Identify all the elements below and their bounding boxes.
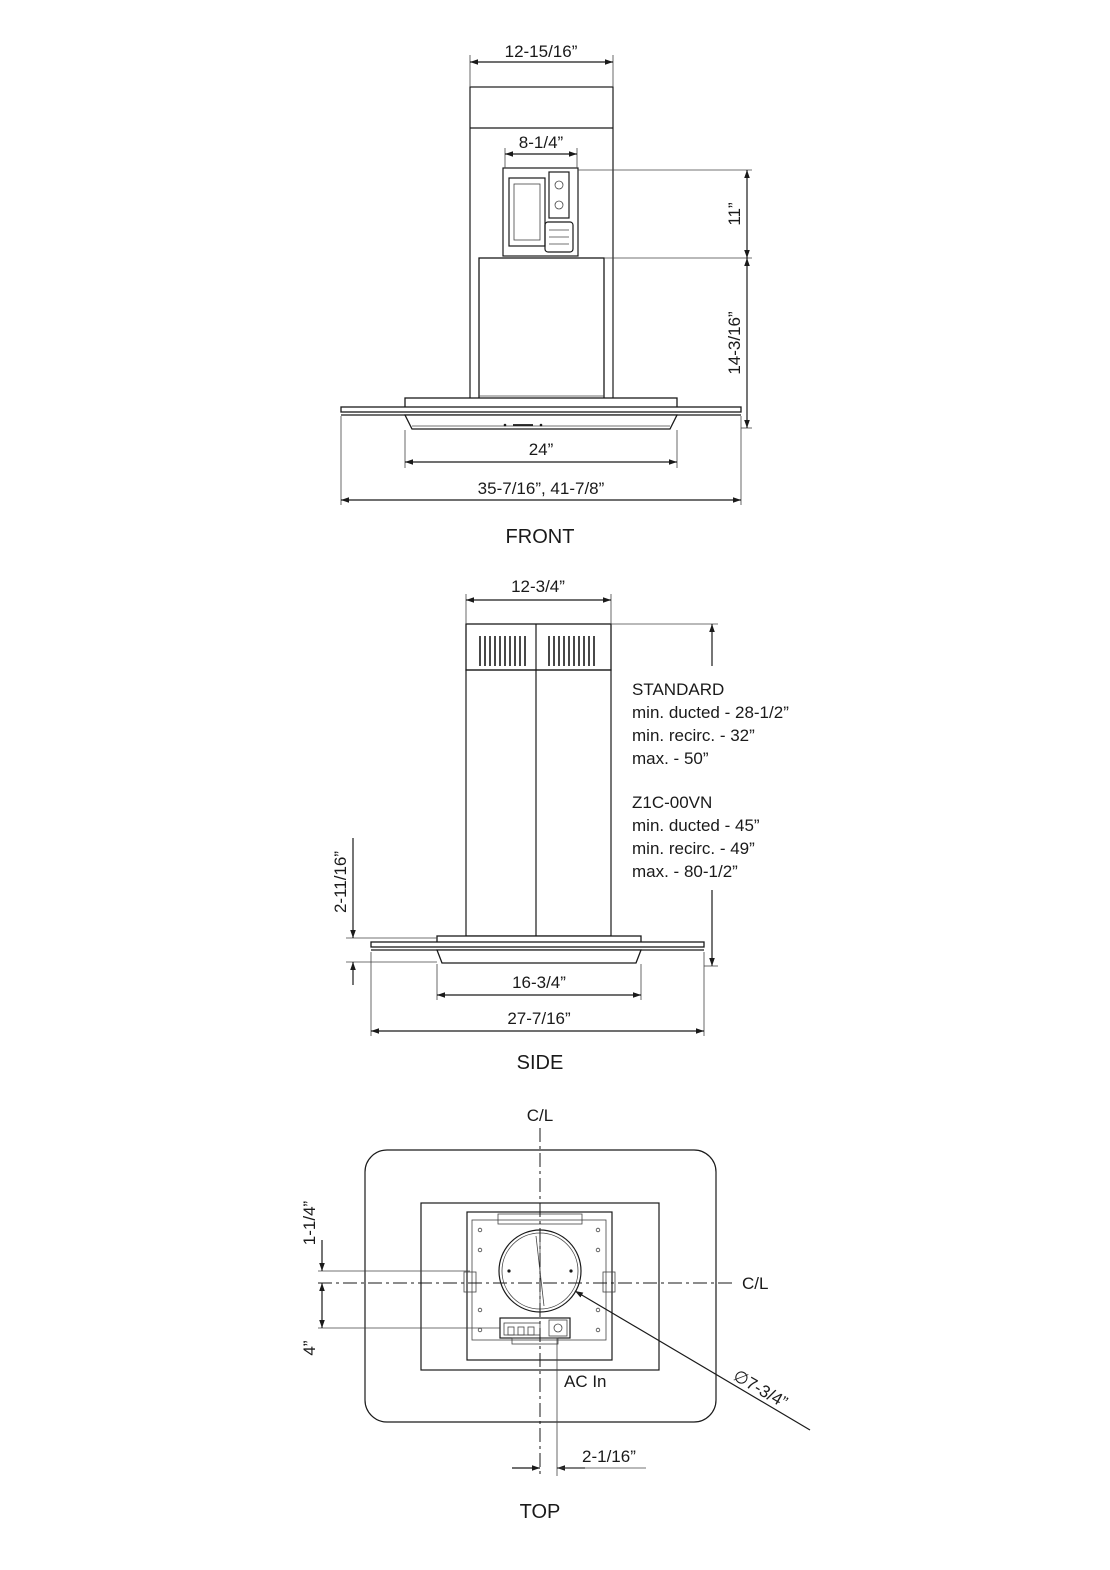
top-offset-upper-label: 1-1/4”: [300, 1200, 319, 1246]
note-standard-line-2: min. recirc. - 32”: [632, 726, 755, 745]
note-extension-line-2: min. recirc. - 49”: [632, 839, 755, 858]
side-view-title: SIDE: [516, 1052, 564, 1074]
front-glass-canopy: [341, 407, 741, 412]
top-mounting-holes: [478, 1228, 600, 1332]
top-offset-bottom-label: 2-1/16”: [582, 1447, 636, 1466]
front-lower-chimney: [479, 258, 604, 400]
top-centerline-vertical-label: C/L: [526, 1106, 554, 1125]
top-view: [300, 1106, 810, 1523]
side-canopy-height-label: 2-11/16”: [331, 850, 350, 914]
front-glass-width-label: 35-7/16”, 41-7/8”: [477, 479, 605, 498]
front-upper-height-label: 11”: [725, 202, 744, 226]
side-glass-canopy: [371, 942, 704, 947]
note-extension-line-3: max. - 80-1/2”: [632, 862, 738, 881]
side-view: [331, 577, 789, 1074]
top-centerline-horizontal-label: C/L: [742, 1274, 769, 1293]
front-chimney-width-label: 12-15/16”: [504, 42, 578, 61]
front-view-title: FRONT: [505, 526, 575, 548]
top-offset-lower-label: 4”: [300, 1340, 319, 1356]
front-hood-bottom: [405, 415, 677, 429]
front-mounting-bracket: [503, 168, 578, 256]
note-extension-title: Z1C-00VN: [632, 793, 713, 812]
top-duct-diameter-label: ∅7-3/4”: [730, 1366, 791, 1413]
front-lower-height-label: 14-3/16”: [725, 311, 744, 375]
note-extension-line-1: min. ducted - 45”: [632, 816, 760, 835]
top-view-title: TOP: [519, 1501, 561, 1523]
front-view: [341, 42, 752, 548]
side-chimney-depth-label: 12-3/4”: [511, 577, 565, 596]
front-bracket-width-label: 8-1/4”: [518, 133, 564, 152]
side-lower-chimney: [466, 670, 611, 936]
note-standard-line-3: max. - 50”: [632, 749, 709, 768]
side-glass-depth-label: 27-7/16”: [507, 1009, 571, 1028]
side-hood-bottom: [437, 950, 641, 963]
note-standard-title: STANDARD: [632, 680, 725, 699]
front-hood-width-label: 24”: [528, 440, 554, 459]
note-standard-line-1: min. ducted - 28-1/2”: [632, 703, 789, 722]
top-ac-in-label: AC In: [564, 1372, 607, 1391]
side-hood-depth-label: 16-3/4”: [512, 973, 566, 992]
